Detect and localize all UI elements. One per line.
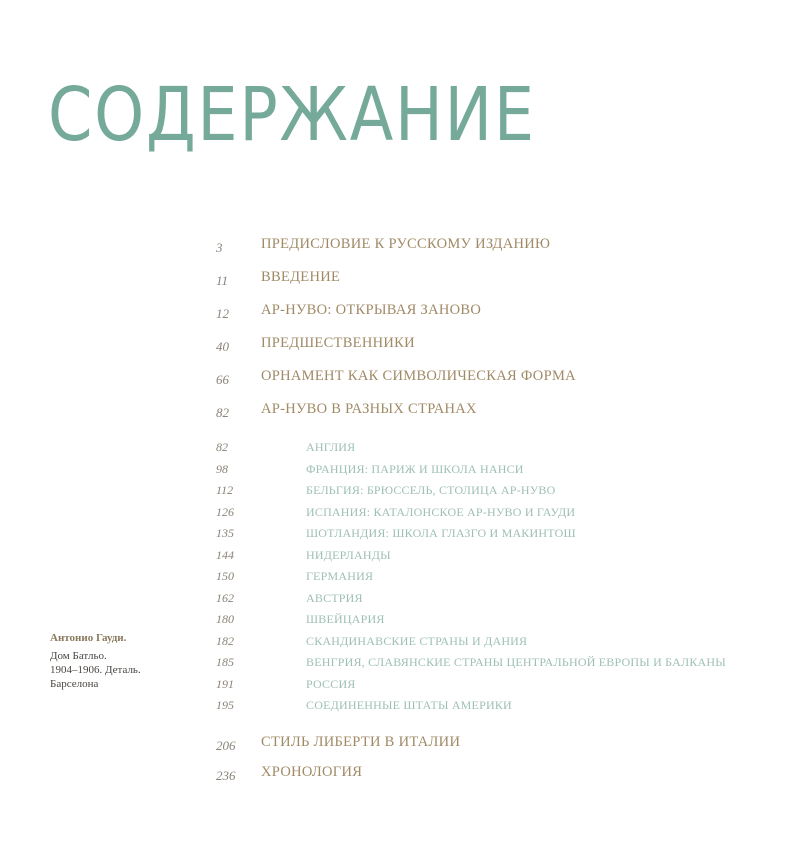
toc-subentry-title: СОЕДИНЕННЫЕ ШТАТЫ АМЕРИКИ <box>306 698 512 712</box>
toc-subentry-title: РОССИЯ <box>306 676 356 691</box>
toc-subentry-title: АВСТРИЯ <box>306 590 363 605</box>
toc-subentry-title: БЕЛЬГИЯ: БРЮССЕЛЬ, СТОЛИЦА АР-НУВО <box>306 483 556 497</box>
toc-page-number: 236 <box>216 768 236 783</box>
toc-subentry-title: СКАНДИНАВСКИЕ СТРАНЫ И ДАНИЯ <box>306 633 528 648</box>
toc-subentry-title: НИДЕРЛАНДЫ <box>306 547 391 562</box>
toc-subentry-title: ШВЕЙЦАРИЯ <box>306 612 385 626</box>
caption-line: 1904–1906. Деталь. <box>50 664 141 676</box>
toc-page-number: 162 <box>216 590 234 605</box>
toc-page-number: 195 <box>216 698 234 712</box>
toc-page-number: 3 <box>216 240 223 255</box>
toc-subentry[interactable] <box>0 524 807 546</box>
toc-entry[interactable] <box>0 734 807 756</box>
toc-page-number: 82 <box>216 440 228 454</box>
toc-page-number: 126 <box>216 504 234 519</box>
toc-entry-title: ОРНАМЕНТ КАК СИМВОЛИЧЕСКАЯ ФОРМА <box>261 368 576 384</box>
toc-subentry[interactable] <box>0 610 807 632</box>
caption-line: Барселона <box>50 678 99 690</box>
toc-page-number: 144 <box>216 547 234 562</box>
toc-page-number: 12 <box>216 306 229 321</box>
toc-entry[interactable] <box>0 368 807 390</box>
toc-page-number: 40 <box>216 339 229 354</box>
toc-entry[interactable] <box>0 335 807 357</box>
page-title: СОДЕРЖАНИЕ <box>48 72 536 158</box>
toc-subentry[interactable] <box>0 438 807 460</box>
toc-entry[interactable] <box>0 401 807 423</box>
toc-page-number: 112 <box>216 483 234 497</box>
toc-entry-title: АР-НУВО В РАЗНЫХ СТРАНАХ <box>261 401 477 417</box>
toc-entry-title: ПРЕДИСЛОВИЕ К РУССКОМУ ИЗДАНИЮ <box>261 236 551 252</box>
toc-subentry-title: ШОТЛАНДИЯ: ШКОЛА ГЛАЗГО И МАКИНТОШ <box>306 526 576 540</box>
toc-subentry[interactable] <box>0 546 807 568</box>
toc-subentry-title: АНГЛИЯ <box>306 440 356 454</box>
toc-subentry[interactable] <box>0 503 807 525</box>
caption-author: Антонио Гауди. <box>50 632 127 644</box>
toc-page-number: 180 <box>216 612 234 626</box>
toc-entry-title: ВВЕДЕНИЕ <box>261 269 341 285</box>
toc-page-number: 66 <box>216 372 229 387</box>
toc-subentry-title: ГЕРМАНИЯ <box>306 569 374 583</box>
toc-subentry-title: ИСПАНИЯ: КАТАЛОНСКОЕ АР-НУВО И ГАУДИ <box>306 504 576 519</box>
toc-entry-title: ПРЕДШЕСТВЕННИКИ <box>261 335 415 351</box>
toc-page-number: 135 <box>216 526 234 540</box>
toc-subentry[interactable] <box>0 696 807 718</box>
toc-subentry-title: ФРАНЦИЯ: ПАРИЖ И ШКОЛА НАНСИ <box>306 461 524 476</box>
toc-subentry[interactable] <box>0 567 807 589</box>
toc-subentry[interactable] <box>0 481 807 503</box>
toc-subentry-title: ВЕНГРИЯ, СЛАВЯНСКИЕ СТРАНЫ ЦЕНТРАЛЬНОЙ ЕВРОПЫ И БАЛКАНЫ <box>306 655 726 669</box>
toc-page-number: 82 <box>216 405 229 420</box>
toc-entry[interactable] <box>0 269 807 291</box>
toc-subentry[interactable] <box>0 460 807 482</box>
toc-entry-title: АР-НУВО: ОТКРЫВАЯ ЗАНОВО <box>261 302 482 318</box>
toc-subentry[interactable] <box>0 589 807 611</box>
toc-entry[interactable] <box>0 764 807 786</box>
image-caption <box>50 631 210 691</box>
toc-page-number: 150 <box>216 569 234 583</box>
toc-page-number: 206 <box>216 738 236 753</box>
toc-entry-title: ХРОНОЛОГИЯ <box>261 764 363 780</box>
caption-line: Дом Батльо. <box>50 650 107 662</box>
toc-entry[interactable] <box>0 302 807 324</box>
toc-page-number: 11 <box>216 273 229 288</box>
toc-page-number: 191 <box>216 676 234 691</box>
toc-page-number: 185 <box>216 655 234 669</box>
toc-page-number: 182 <box>216 633 234 648</box>
toc-entry[interactable] <box>0 236 807 258</box>
toc-entry-title: СТИЛЬ ЛИБЕРТИ В ИТАЛИИ <box>261 734 461 750</box>
toc-page-number: 98 <box>216 461 228 476</box>
